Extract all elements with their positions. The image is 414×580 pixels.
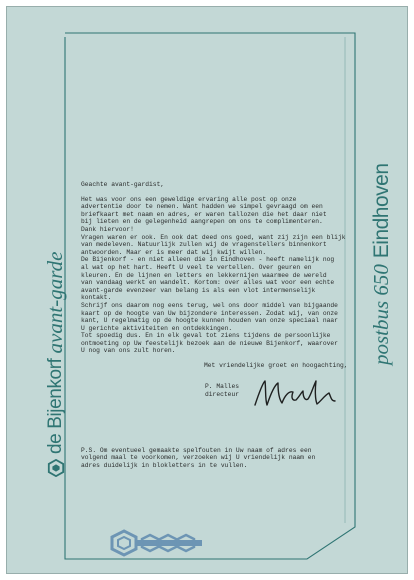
paragraph-1 bbox=[81, 196, 361, 234]
text-line: briefkaart met naam en adres, er waren tallozen die het daar niet bbox=[81, 210, 327, 218]
text-line: U nog van ons zult horen. bbox=[81, 347, 176, 355]
text-line: al wat op het hart. Heeft U veel te vertellen. Over geuren en bbox=[81, 263, 312, 271]
text-line: Vragen waren er ook. En ook dat deed ons goed, want zij zijn een blijk bbox=[81, 233, 346, 241]
text-line: bij lieten en de gelegenheid aangrepen om ons te complimenteren. bbox=[81, 218, 323, 226]
postal-address bbox=[369, 163, 394, 365]
text-line: adres duidelijk in blokletters in te vullen. bbox=[81, 461, 248, 469]
key-emblem-icon bbox=[110, 529, 206, 557]
text-line: Dank hiervoor! bbox=[81, 225, 134, 233]
text-line: Schrijf ons daarom nog eens terug, wel ons door middel van bijgaande bbox=[81, 301, 338, 309]
text-line: P.S. Om eventueel gemaakte spelfouten in Uw naam of adres een bbox=[81, 446, 312, 454]
text-line: volgend maal te voorkomen, verzoeken wij U vriendelijk naam en bbox=[81, 454, 316, 462]
bijenkorf-hexagon-logo-icon bbox=[47, 459, 65, 477]
text-line: van vandaag werkt en wandelt. Kortom: over alles wat voor een echte bbox=[81, 279, 335, 287]
brand-name: de Bijenkorf bbox=[44, 358, 66, 454]
text-line: kleuren. En de lijnen en letters en lekkernijen waarmee de wereld bbox=[81, 271, 327, 279]
brand-tagline: avant-garde bbox=[43, 251, 67, 354]
text-line: Tot spoedig dus. En in elk geval tot ziens tijdens de persoonlijke bbox=[81, 332, 331, 340]
text-line: van medeleven. Natuurlijk zullen wij de vragenstellers binnenkort bbox=[81, 241, 327, 249]
brand-mark bbox=[43, 252, 68, 477]
address-city: Eindhoven bbox=[370, 163, 393, 259]
salutation: Geachte avant-gardist, bbox=[81, 181, 165, 188]
text-line: kaart op de hoogte van Uw bijzondere interessen. Zodat wij, van onze bbox=[81, 309, 338, 317]
signer-name: P. Malles bbox=[205, 382, 240, 390]
paragraph-2 bbox=[81, 234, 361, 356]
letter-sheet bbox=[6, 6, 408, 574]
text-line: kontakt. bbox=[81, 294, 112, 302]
signature-block bbox=[81, 377, 361, 417]
postscript bbox=[81, 447, 361, 470]
closing: Met vriendelijke groet en hoogachting, bbox=[204, 362, 348, 370]
text-line: advertentie door te nemen. Want hadden we simpel gevraagd om een bbox=[81, 203, 323, 211]
text-line: U gerichte aktiviteiten en ontdekkingen. bbox=[81, 324, 233, 332]
text-line: antwoorden. Maar er is meer dat wij kwijt willen. bbox=[81, 248, 267, 256]
handwritten-signature bbox=[251, 375, 343, 411]
text-line: Het was voor ons een geweldige ervaring alle post op onze bbox=[81, 195, 297, 203]
text-line: De Bijenkorf - en niet alleen die in Eindhoven - heeft namelijk nog bbox=[81, 256, 335, 264]
letter-body bbox=[81, 181, 361, 469]
text-line: avant-garde evenzeer van belang is als een vlot intermenselijk bbox=[81, 286, 316, 294]
address-postbus: postbus 650 bbox=[369, 264, 393, 365]
text-line: kant, U regelmatig op de hoogte kunnen houden van onze speciaal naar bbox=[81, 317, 338, 325]
signer-title: directeur bbox=[205, 390, 240, 398]
text-line: ontmoeting op Uw feestelijk bezoek aan de nieuwe Bijenkorf, waarover bbox=[81, 339, 338, 347]
